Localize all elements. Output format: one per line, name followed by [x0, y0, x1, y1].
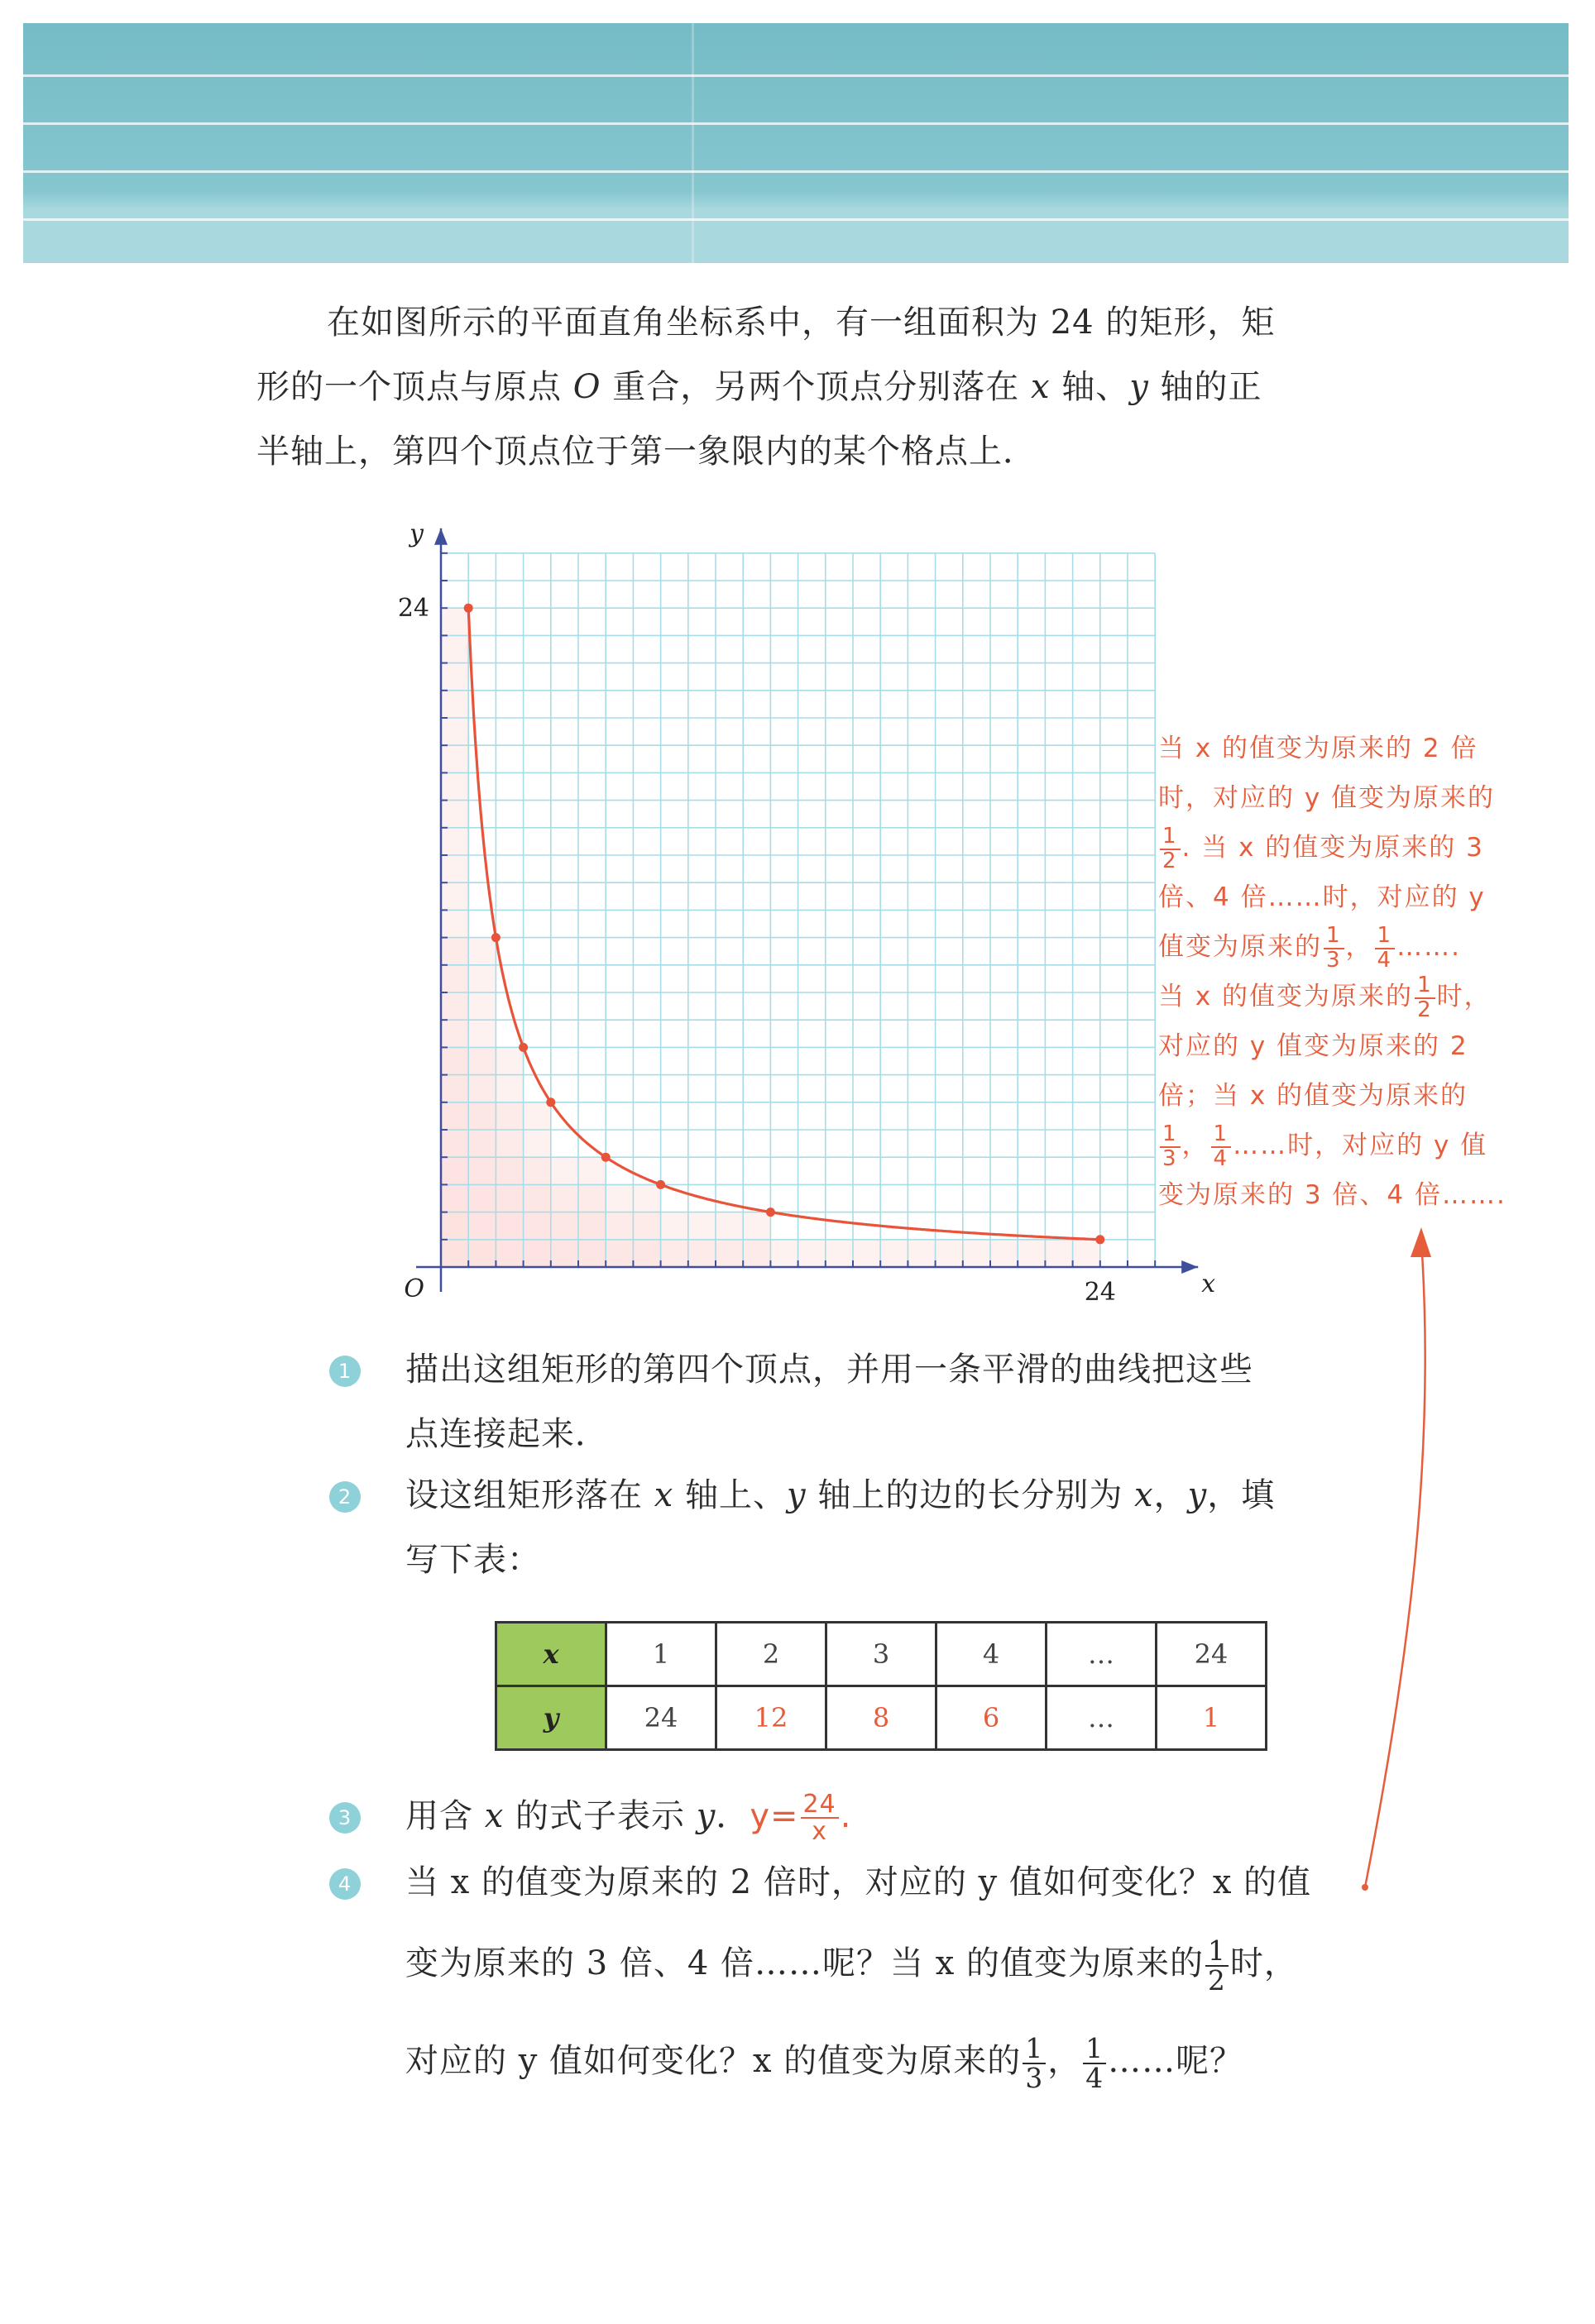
hyperbola-curve [468, 608, 1100, 1240]
task-text: ． [716, 1797, 750, 1835]
fraction-denominator: 4 [1377, 947, 1393, 973]
task-text: 用含 [405, 1797, 485, 1835]
y-symbol: y [696, 1797, 716, 1835]
task-text: ……呢？ [1108, 2042, 1244, 2080]
fraction-numerator: 1 [1205, 1937, 1229, 1967]
data-point [766, 1207, 775, 1217]
y-symbol: y [1129, 368, 1149, 406]
data-point [546, 1097, 555, 1107]
intro-text: 轴、 [1050, 368, 1130, 406]
fraction-numerator: 24 [801, 1791, 839, 1820]
y-symbol: y [1187, 1476, 1208, 1514]
task-1 [329, 1337, 1405, 1466]
table-cell: 24 [1157, 1623, 1267, 1686]
origin-symbol: O [572, 368, 601, 406]
fraction [801, 1791, 839, 1845]
fraction-numerator: 1 [1211, 1123, 1232, 1147]
task-3-answer [750, 1789, 852, 1846]
table-cell: 3 [826, 1623, 936, 1686]
fraction-numerator: 1 [1324, 925, 1344, 949]
task-text: ， [1153, 1476, 1188, 1514]
fraction-denominator: 4 [1213, 1145, 1229, 1171]
data-point [491, 933, 501, 942]
intro-line-3: 半轴上，第四个顶点位于第一象限内的某个格点上． [256, 433, 1037, 471]
intro-text: 形的一个顶点与原点 [256, 368, 573, 406]
fraction-numerator: 1 [1415, 974, 1435, 998]
side-note-text: 值变为原来的 [1158, 932, 1322, 962]
fraction [1083, 2032, 1106, 2094]
intro-text: 轴的正 [1148, 368, 1262, 406]
side-note [1158, 724, 1539, 1220]
answer-text: . [840, 1797, 852, 1835]
task-number-badge: 1 [329, 1356, 361, 1387]
task-1-line-1: 描出这组矩形的第四个顶点，并用一条平滑的曲线把这些 [405, 1351, 1253, 1389]
task-2 [329, 1463, 1405, 1592]
table-cell: 2 [716, 1623, 826, 1686]
side-note-text: ……. [1396, 932, 1461, 962]
x-symbol: x [654, 1476, 674, 1514]
table-cell: … [1047, 1623, 1157, 1686]
y-axis-label: y [410, 519, 424, 548]
fraction [1375, 925, 1396, 972]
table-answer-cell: 6 [936, 1686, 1047, 1750]
banner-stripe [23, 122, 1569, 125]
task-text: ， [1047, 2042, 1082, 2080]
y-symbol: y [787, 1476, 807, 1514]
side-note-text: . 当 x 的值变为原来的 3 [1181, 833, 1484, 863]
intro-line-2 [256, 356, 1365, 418]
task-text: 设这组矩形落在 [405, 1476, 654, 1514]
x-symbol: x [1030, 368, 1051, 406]
table-cell: 24 [606, 1686, 716, 1750]
y-axis-arrow-icon [434, 528, 448, 545]
banner-stripe [23, 170, 1569, 173]
fraction-denominator: 3 [1162, 1145, 1178, 1171]
task-4-line-2 [405, 1915, 1405, 2012]
y-tick-label: 24 [397, 594, 429, 624]
fraction-numerator: 1 [1160, 825, 1181, 849]
side-note-line [1158, 1121, 1539, 1170]
side-note-line: 当 x 的值变为原来的 2 倍 [1158, 734, 1478, 763]
x-symbol: x [484, 1797, 505, 1835]
data-point [464, 604, 473, 613]
task-text: ，填 [1207, 1476, 1276, 1514]
header-banner [23, 23, 1569, 263]
fraction-denominator: 3 [1025, 2063, 1044, 2094]
intro-line-1: 在如图所示的平面直角坐标系中，有一组面积为 24 的矩形，矩 [327, 304, 1276, 342]
fraction [1023, 2032, 1046, 2094]
fraction-denominator: 2 [1162, 848, 1178, 873]
banner-divider [692, 23, 694, 263]
answer-text: y= [750, 1797, 799, 1835]
side-note-text: ， [1181, 1131, 1209, 1160]
fraction [1211, 1123, 1232, 1170]
fraction-denominator: x [812, 1817, 827, 1846]
task-3-line [405, 1784, 1405, 1848]
data-point [656, 1180, 665, 1189]
task-text: 对应的 y 值如何变化？x 的值变为原来的 [405, 2042, 1022, 2080]
table-answer-cell: 12 [716, 1686, 826, 1750]
origin-label: O [404, 1274, 424, 1303]
task-text: 时， [1229, 1944, 1298, 1982]
task-number-badge: 3 [329, 1802, 361, 1834]
side-note-text: 时， [1436, 982, 1492, 1011]
data-point [519, 1043, 528, 1052]
task-2-line-2: 写下表： [405, 1541, 541, 1579]
task-number-badge: 2 [329, 1481, 361, 1513]
fraction-denominator: 3 [1326, 947, 1342, 973]
side-note-line: 倍、4 倍……时，对应的 y [1158, 882, 1486, 912]
data-point [1095, 1235, 1104, 1244]
banner-stripe [23, 218, 1569, 221]
fraction-numerator: 1 [1083, 2035, 1106, 2064]
table-cell: 4 [936, 1623, 1047, 1686]
fraction-denominator: 2 [1208, 1965, 1226, 1996]
fraction [1160, 825, 1181, 873]
task-number-badge: 4 [329, 1868, 361, 1900]
fraction [1205, 1934, 1229, 1996]
task-3 [329, 1784, 1405, 1848]
side-note-text: 当 x 的值变为原来的 [1158, 982, 1414, 1011]
task-text: 轴上的边的长分别为 [806, 1476, 1135, 1514]
side-note-line [1158, 823, 1539, 873]
side-note-line: 变为原来的 3 倍、4 倍……. [1158, 1180, 1506, 1210]
side-note-line [1158, 922, 1539, 972]
fraction-denominator: 2 [1417, 997, 1433, 1022]
hyperbola-chart [389, 496, 1216, 1307]
fraction-numerator: 1 [1375, 925, 1396, 949]
arrow-head-icon [1411, 1227, 1431, 1257]
task-4-line-3 [405, 2012, 1405, 2110]
task-4 [329, 1850, 1405, 2110]
fraction [1324, 925, 1344, 972]
table-header-y: y [496, 1686, 606, 1750]
side-note-line: 对应的 y 值变为原来的 2 [1158, 1031, 1468, 1061]
intro-text: 重合，另两个顶点分别落在 [601, 368, 1031, 406]
table-row [496, 1623, 1267, 1686]
table-answer-cell: 8 [826, 1686, 936, 1750]
table-cell: … [1047, 1686, 1157, 1750]
table-row [496, 1686, 1267, 1750]
fraction [1415, 974, 1435, 1021]
table-answer-cell: 1 [1157, 1686, 1267, 1750]
data-point [601, 1153, 611, 1162]
task-2-line-1 [405, 1463, 1405, 1528]
x-axis-arrow-icon [1181, 1260, 1198, 1274]
fraction-denominator: 4 [1085, 2063, 1104, 2094]
side-note-line: 时，对应的 y 值变为原来的 [1158, 783, 1496, 813]
x-axis-label: x [1201, 1270, 1216, 1298]
side-note-text: ……时，对应的 y 值 [1233, 1131, 1488, 1160]
fraction-numerator: 1 [1160, 1123, 1181, 1147]
task-text: 的式子表示 [504, 1797, 697, 1835]
banner-stripe [23, 74, 1569, 77]
fraction [1160, 1123, 1181, 1170]
table-header-x: x [496, 1623, 606, 1686]
task-text: 轴上、 [673, 1476, 787, 1514]
x-tick-label: 24 [1084, 1278, 1116, 1307]
task-1-line-2: 点连接起来． [405, 1415, 609, 1453]
table-cell: 1 [606, 1623, 716, 1686]
side-note-text: ， [1345, 932, 1373, 962]
task-4-line-1: 当 x 的值变为原来的 2 倍时，对应的 y 值如何变化？x 的值 [405, 1863, 1312, 1901]
x-symbol: x [1134, 1476, 1154, 1514]
task-text: 变为原来的 3 倍、4 倍……呢？当 x 的值变为原来的 [405, 1944, 1205, 1982]
side-note-line [1158, 972, 1539, 1021]
fraction-numerator: 1 [1023, 2035, 1046, 2064]
value-table [495, 1621, 1267, 1751]
side-note-line: 倍；当 x 的值变为原来的 [1158, 1081, 1468, 1111]
